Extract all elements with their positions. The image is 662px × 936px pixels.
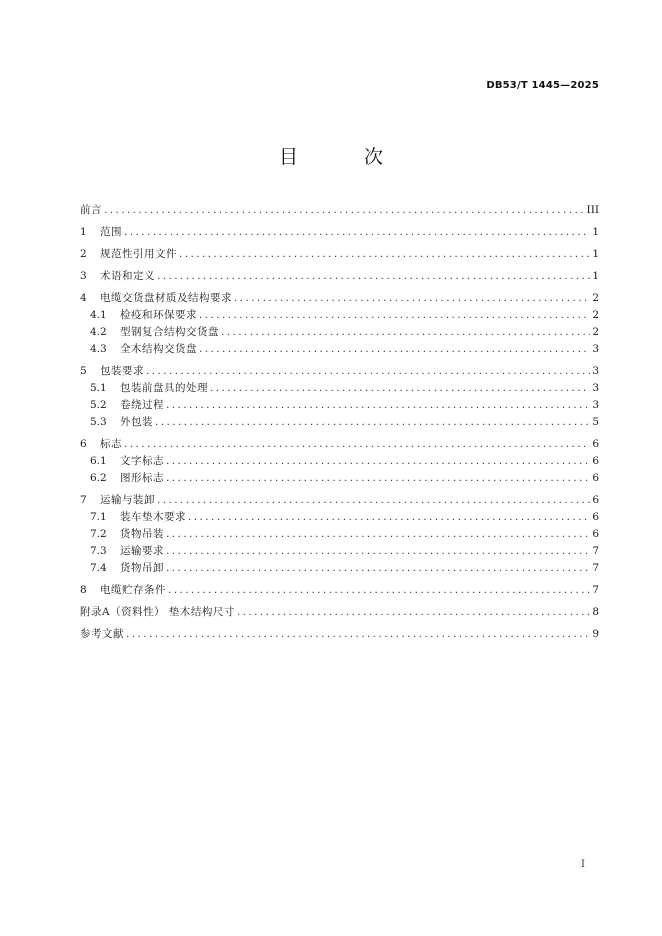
toc-dot-leader xyxy=(104,202,585,219)
toc-dot-leader xyxy=(210,380,590,397)
toc-entry-page: 6 xyxy=(592,528,599,540)
toc-entry-title: 文字标志 xyxy=(120,455,164,467)
toc-entry-title: 图形标志 xyxy=(120,472,164,484)
toc-dot-leader xyxy=(166,543,590,560)
toc-entry[interactable] xyxy=(80,414,599,431)
toc-entry-title: 型钢复合结构交货盘 xyxy=(120,326,219,338)
toc-entry[interactable] xyxy=(80,509,599,526)
toc-entry-page: 6 xyxy=(592,455,599,467)
toc-entry-page: 6 xyxy=(592,494,599,506)
toc-entry-title: 运输要求 xyxy=(120,545,164,557)
toc-entry[interactable] xyxy=(80,307,599,324)
toc-dot-leader xyxy=(126,626,590,643)
toc-dot-leader xyxy=(166,397,590,414)
toc-entry-number: 8 xyxy=(80,584,87,596)
toc-entry-title: 附录A（资料性） 垫木结构尺寸 xyxy=(80,606,235,618)
toc-entry[interactable] xyxy=(80,526,599,543)
toc-dot-leader xyxy=(199,341,590,358)
toc-dot-leader xyxy=(188,509,590,526)
toc-entry-title: 范围 xyxy=(100,226,122,238)
toc-entry-number: 7.4 xyxy=(90,562,107,574)
toc-entry-page: 2 xyxy=(592,309,599,321)
toc-entry-number: 7 xyxy=(80,494,87,506)
toc-dot-leader xyxy=(199,307,590,324)
toc-dot-leader xyxy=(157,268,590,285)
toc-entry-page: 1 xyxy=(592,270,599,282)
toc-entry[interactable] xyxy=(80,626,599,643)
toc-entry[interactable] xyxy=(80,224,599,241)
toc-entry[interactable] xyxy=(80,268,599,285)
toc-dot-leader xyxy=(166,560,590,577)
toc-entry-title: 货物吊装 xyxy=(120,528,164,540)
toc-entry-number: 1 xyxy=(80,226,87,238)
toc-entry-page: 2 xyxy=(592,292,599,304)
toc-entry[interactable] xyxy=(80,560,599,577)
toc-dot-leader xyxy=(166,453,590,470)
toc-entry-page: III xyxy=(586,204,599,216)
toc-entry-page: 3 xyxy=(592,343,599,355)
toc-entry[interactable] xyxy=(80,453,599,470)
toc-entry-title: 装车垫木要求 xyxy=(120,511,186,523)
toc-entry[interactable] xyxy=(80,202,599,219)
toc-entry[interactable] xyxy=(80,290,599,307)
toc-entry-page: 5 xyxy=(592,416,599,428)
toc-dot-leader xyxy=(155,414,590,431)
toc-dot-leader xyxy=(237,604,590,621)
toc-entry-page: 2 xyxy=(592,326,599,338)
toc-entry-title: 术语和定义 xyxy=(100,270,155,282)
toc-entry-page: 1 xyxy=(592,248,599,260)
toc-entry-title: 包装要求 xyxy=(100,365,144,377)
page-number: I xyxy=(581,859,585,870)
toc-entry[interactable] xyxy=(80,363,599,380)
page-title: 目 次 xyxy=(278,146,414,168)
toc-entry-number: 7.2 xyxy=(90,528,107,540)
toc-dot-leader xyxy=(221,324,590,341)
toc-entry-page: 9 xyxy=(592,628,599,640)
toc-entry-number: 4.3 xyxy=(90,343,107,355)
table-of-contents xyxy=(80,202,599,643)
toc-entry-title: 前言 xyxy=(80,204,102,216)
toc-entry-title: 电缆交货盘材质及结构要求 xyxy=(100,292,232,304)
toc-entry-page: 6 xyxy=(592,511,599,523)
toc-entry-number: 6 xyxy=(80,438,87,450)
toc-entry-number: 7.3 xyxy=(90,545,107,557)
toc-entry[interactable] xyxy=(80,246,599,263)
standard-code: DB53/T 1445—2025 xyxy=(486,80,599,91)
toc-entry-number: 5.1 xyxy=(90,382,107,394)
toc-dot-leader xyxy=(166,470,590,487)
toc-entry-number: 3 xyxy=(80,270,87,282)
toc-entry-number: 5 xyxy=(80,365,87,377)
toc-entry-number: 5.3 xyxy=(90,416,107,428)
toc-entry[interactable] xyxy=(80,341,599,358)
toc-dot-leader xyxy=(166,526,590,543)
toc-entry-page: 7 xyxy=(592,562,599,574)
toc-entry-number: 6.2 xyxy=(90,472,107,484)
toc-entry-title: 运输与装卸 xyxy=(100,494,155,506)
toc-entry[interactable] xyxy=(80,397,599,414)
toc-entry-title: 规范性引用文件 xyxy=(100,248,177,260)
toc-entry-number: 5.2 xyxy=(90,399,107,411)
toc-entry-title: 标志 xyxy=(100,438,122,450)
toc-entry[interactable] xyxy=(80,582,599,599)
toc-entry-page: 3 xyxy=(592,399,599,411)
toc-dot-leader xyxy=(168,582,590,599)
toc-entry-page: 1 xyxy=(592,226,599,238)
toc-entry[interactable] xyxy=(80,492,599,509)
toc-entry-page: 3 xyxy=(592,365,599,377)
toc-entry-page: 6 xyxy=(592,438,599,450)
toc-entry-page: 3 xyxy=(592,382,599,394)
toc-entry-title: 包装前盘具的处理 xyxy=(120,382,208,394)
toc-entry-number: 4.2 xyxy=(90,326,107,338)
toc-entry[interactable] xyxy=(80,470,599,487)
toc-entry-title: 卷绕过程 xyxy=(120,399,164,411)
toc-dot-leader xyxy=(234,290,590,307)
toc-entry-title: 参考文献 xyxy=(80,628,124,640)
toc-entry-page: 8 xyxy=(592,606,599,618)
toc-entry-title: 电缆贮存条件 xyxy=(100,584,166,596)
toc-dot-leader xyxy=(124,436,590,453)
toc-entry-page: 7 xyxy=(592,584,599,596)
toc-entry-title: 检疫和环保要求 xyxy=(120,309,197,321)
toc-dot-leader xyxy=(179,246,590,263)
toc-dot-leader xyxy=(146,363,590,380)
toc-entry-title: 外包装 xyxy=(120,416,153,428)
toc-entry-number: 4 xyxy=(80,292,87,304)
toc-entry[interactable] xyxy=(80,543,599,560)
toc-entry-number: 7.1 xyxy=(90,511,107,523)
toc-dot-leader xyxy=(157,492,590,509)
toc-dot-leader xyxy=(124,224,590,241)
toc-entry-page: 6 xyxy=(592,472,599,484)
toc-entry-title: 全木结构交货盘 xyxy=(120,343,197,355)
toc-entry-number: 4.1 xyxy=(90,309,107,321)
toc-entry-title: 货物吊卸 xyxy=(120,562,164,574)
toc-entry[interactable] xyxy=(80,604,599,621)
toc-entry[interactable] xyxy=(80,436,599,453)
toc-entry-page: 7 xyxy=(592,545,599,557)
toc-entry[interactable] xyxy=(80,380,599,397)
toc-entry-number: 2 xyxy=(80,248,87,260)
toc-entry[interactable] xyxy=(80,324,599,341)
toc-entry-number: 6.1 xyxy=(90,455,107,467)
